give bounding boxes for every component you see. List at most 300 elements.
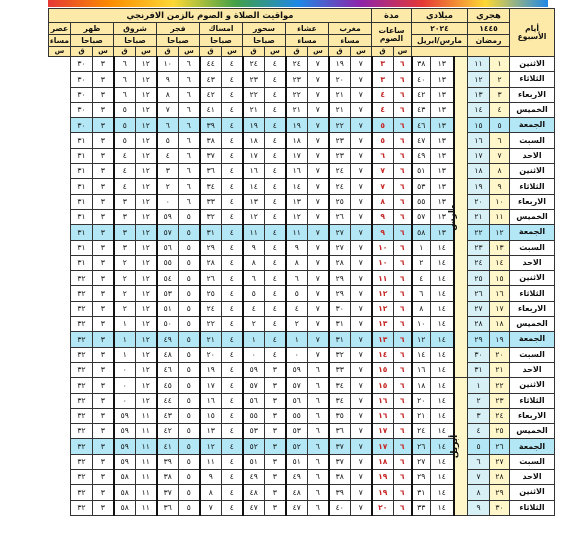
hijri-day-cell: ٧ xyxy=(490,148,510,163)
gregorian-day-cell: ٢١ xyxy=(468,209,490,224)
prayer-minute-cell: ٥٩ xyxy=(286,362,308,377)
hijri-day-cell: ٨ xyxy=(490,164,510,179)
prayer-minute-cell: ١١ xyxy=(372,271,394,286)
prayer-hour-cell: ١١ xyxy=(136,470,157,485)
prayer-minute-cell: ٤ xyxy=(286,301,308,316)
prayer-hour-cell: ١١ xyxy=(136,439,157,454)
prayer-hour-cell: ٣ xyxy=(93,255,114,270)
prayer-minute-cell: ٣ xyxy=(114,240,136,255)
prayer-minute-cell: ٣٥ xyxy=(329,408,351,423)
prayer-hour-cell: ٣ xyxy=(265,439,286,454)
prayer-hour-cell: ٦ xyxy=(394,209,412,224)
hijri-day-cell: ١ xyxy=(490,57,510,72)
prayer-minute-cell: ٣٧ xyxy=(329,454,351,469)
prayer-hour-cell: ٧ xyxy=(308,225,329,240)
gregorian-month: مارس/ابريل xyxy=(412,35,468,47)
prayer-minute-cell: ٣١ xyxy=(71,164,93,179)
prayer-hour-cell: ٥ xyxy=(179,240,200,255)
prayer-hour-cell: ١٢ xyxy=(136,301,157,316)
prayer-minute-cell: ٥١ xyxy=(243,454,265,469)
gregorian-day-cell: ٢٩ xyxy=(468,332,490,347)
prayer-hour-cell: ٧ xyxy=(308,87,329,102)
fast-hours-header: ساعات الصوم xyxy=(372,23,412,47)
prayer-minute-cell: ١٣ xyxy=(243,194,265,209)
prayer-hour-cell: ٣ xyxy=(93,408,114,423)
weekday-header: أيام الأسبوع xyxy=(510,9,555,57)
prayer-minute-cell: ١٨ xyxy=(372,454,394,469)
prayer-hour-cell: ٧ xyxy=(308,194,329,209)
prayer-hour-cell: ٣ xyxy=(265,485,286,500)
prayer-hour-cell: ٤ xyxy=(265,194,286,209)
prayer-minute-cell: ٣ xyxy=(372,57,394,72)
gregorian-day-cell: ٢٤ xyxy=(468,255,490,270)
prayer-minute-cell: ٥ xyxy=(114,118,136,133)
prayer-hour-cell: ٤ xyxy=(222,225,243,240)
prayer-minute-cell: ٨ xyxy=(200,485,222,500)
prayer-hour-cell: ٥ xyxy=(179,209,200,224)
prayer-name: شروق xyxy=(114,23,157,35)
prayer-minute-cell: ٣٩ xyxy=(200,118,222,133)
prayer-minute-cell: ٥٩ xyxy=(114,454,136,469)
prayer-hour-cell: ٧ xyxy=(351,347,372,362)
prayer-minute-cell: ٥ xyxy=(286,286,308,301)
gregorian-day-cell: ٤ xyxy=(468,424,490,439)
prayer-hour-cell: ١٢ xyxy=(136,393,157,408)
prayer-minute-cell: ١٥ xyxy=(200,408,222,423)
prayer-hour-cell: ٧ xyxy=(308,286,329,301)
prayer-hour-cell: ٧ xyxy=(351,57,372,72)
prayer-hour-cell: ٤ xyxy=(222,271,243,286)
gregorian-day-cell: ١٥ xyxy=(468,118,490,133)
prayer-minute-cell: ٢٥ xyxy=(329,194,351,209)
prayer-minute-cell: ٤٤ xyxy=(200,57,222,72)
prayer-hour-cell: ١٢ xyxy=(136,286,157,301)
month-name: مارس xyxy=(448,203,459,231)
prayer-minute-cell: ٤٧ xyxy=(286,500,308,515)
prayer-minute-cell: ٣١ xyxy=(71,179,93,194)
fast-minutes-cell: ٣١ xyxy=(412,485,431,500)
prayer-hour-cell: ٤ xyxy=(222,393,243,408)
hijri-day-cell: ٢٩ xyxy=(490,485,510,500)
gregorian-day-cell: ٧ xyxy=(468,470,490,485)
prayer-hour-cell: ٤ xyxy=(265,72,286,87)
prayer-minute-cell: ٢٤ xyxy=(200,301,222,316)
prayer-hour-cell: ٦ xyxy=(179,102,200,117)
prayer-minute-cell: ٥١ xyxy=(286,454,308,469)
prayer-hour-cell: ٧ xyxy=(351,179,372,194)
prayer-minute-cell: ٤٦ xyxy=(157,362,179,377)
prayer-hour-cell: ٤ xyxy=(222,87,243,102)
prayer-minute-cell: ٥١ xyxy=(157,301,179,316)
table-row xyxy=(49,485,555,500)
prayer-hour-cell: ٦ xyxy=(394,179,412,194)
prayer-hour-cell: ١١ xyxy=(136,485,157,500)
prayer-hour-cell: ٣ xyxy=(265,500,286,515)
prayer-minute-cell: ٤٠ xyxy=(329,500,351,515)
prayer-minute-cell: ١٠ xyxy=(372,255,394,270)
prayer-hour-cell: ٧ xyxy=(351,164,372,179)
prayer-minute-cell: ١٩ xyxy=(200,362,222,377)
prayer-hour-cell: ٤ xyxy=(265,148,286,163)
weekday-cell: الخميس xyxy=(510,102,555,117)
prayer-hour-cell: ٧ xyxy=(308,255,329,270)
prayer-minute-cell: ٦ xyxy=(114,72,136,87)
prayer-hour-cell: ٦ xyxy=(179,148,200,163)
prayer-hour-cell: ٣ xyxy=(93,362,114,377)
fast-hours-cell: ١٤ xyxy=(431,362,454,377)
gregorian-day-cell: ١٤ xyxy=(468,102,490,117)
prayer-minute-cell: ١٦ xyxy=(200,393,222,408)
prayer-minute-cell: ٥٣ xyxy=(243,424,265,439)
hour-unit-label: س xyxy=(351,47,372,57)
prayer-hour-cell: ٤ xyxy=(222,362,243,377)
prayer-hour-cell: ٣ xyxy=(93,424,114,439)
prayer-minute-cell: ٢١ xyxy=(329,102,351,117)
fast-minutes-cell: ٣٨ xyxy=(412,57,431,72)
fast-hours-cell: ١٤ xyxy=(431,378,454,393)
fast-duration-header: مدة xyxy=(372,9,412,23)
hour-unit-label: س xyxy=(49,47,71,57)
month-name: أبريل xyxy=(449,434,460,459)
prayer-minute-cell: ٢ xyxy=(114,271,136,286)
prayer-minute-cell: ٣١ xyxy=(71,133,93,148)
weekday-cell: الاربعاء xyxy=(510,87,555,102)
prayer-hour-cell: ٦ xyxy=(394,470,412,485)
gregorian-day-cell: ٥ xyxy=(468,439,490,454)
prayer-hour-cell: ٤ xyxy=(222,485,243,500)
prayer-hour-cell: ٧ xyxy=(308,332,329,347)
prayer-hour-cell: ١٢ xyxy=(136,87,157,102)
prayer-hour-cell: ٤ xyxy=(265,225,286,240)
prayer-hour-cell: ٥ xyxy=(179,271,200,286)
hijri-day-cell: ٣ xyxy=(490,87,510,102)
prayer-minute-cell: ٢٣ xyxy=(329,133,351,148)
prayer-minute-cell: ٥ xyxy=(114,133,136,148)
prayer-minute-cell: ٠ xyxy=(243,347,265,362)
fast-minutes-cell: ٢٧ xyxy=(412,454,431,469)
prayer-minute-cell: ٥٣ xyxy=(286,424,308,439)
prayer-minute-cell: ٥٨ xyxy=(114,470,136,485)
weekday-cell: الجمعة xyxy=(510,225,555,240)
prayer-minute-cell: ٣٢ xyxy=(71,500,93,515)
prayer-hour-cell: ٧ xyxy=(308,102,329,117)
prayer-minute-cell: ٣١ xyxy=(71,194,93,209)
prayer-hour-cell: ١٢ xyxy=(136,362,157,377)
prayer-minute-cell: ٦ xyxy=(372,148,394,163)
weekday-cell: الجمعة xyxy=(510,439,555,454)
hour-unit-label: س xyxy=(308,47,329,57)
month-label-april xyxy=(449,378,468,516)
prayer-minute-cell: ٣٠ xyxy=(329,301,351,316)
table-row xyxy=(49,347,555,362)
gregorian-day-cell: ٣٠ xyxy=(468,347,490,362)
prayer-hour-cell: ٧ xyxy=(308,209,329,224)
fast-hours-cell: ١٤ xyxy=(431,485,454,500)
prayer-hour-cell: ٥ xyxy=(179,301,200,316)
prayer-hour-cell: ٤ xyxy=(222,347,243,362)
prayer-hour-cell: ٣ xyxy=(93,332,114,347)
prayer-minute-cell: ٣٧ xyxy=(329,439,351,454)
table-row xyxy=(49,57,555,72)
prayer-minute-cell: ١٣ xyxy=(200,424,222,439)
prayer-minute-cell: ٣ xyxy=(114,209,136,224)
weekday-cell: الاحد xyxy=(510,148,555,163)
weekday-cell: الاربعاء xyxy=(510,301,555,316)
prayer-minute-cell: ٣٢ xyxy=(71,424,93,439)
prayer-hour-cell: ٣ xyxy=(93,271,114,286)
prayer-hour-cell: ٤ xyxy=(265,57,286,72)
hijri-day-cell: ١٢ xyxy=(490,225,510,240)
fast-hours-cell: ١٣ xyxy=(431,179,454,194)
prayer-minute-cell: ١٠ xyxy=(157,57,179,72)
prayer-minute-cell: ١٣ xyxy=(286,194,308,209)
prayer-minute-cell: ٥٨ xyxy=(114,485,136,500)
prayer-minute-cell: ٤ xyxy=(114,179,136,194)
hijri-spacer xyxy=(468,47,510,57)
prayer-minute-cell: ١٩ xyxy=(286,118,308,133)
prayer-minute-cell: ١٢ xyxy=(200,439,222,454)
prayer-period: صباحا xyxy=(71,35,114,47)
table-row xyxy=(49,408,555,423)
prayer-minute-cell: ١٢ xyxy=(372,301,394,316)
prayer-minute-cell: ٢٢ xyxy=(200,317,222,332)
prayer-minute-cell: ٥٦ xyxy=(286,393,308,408)
weekday-cell: الاربعاء xyxy=(510,194,555,209)
prayer-minute-cell: ٠ xyxy=(114,362,136,377)
prayer-minute-cell: ٢٣ xyxy=(329,148,351,163)
table-row xyxy=(49,378,555,393)
hijri-day-cell: ١٦ xyxy=(490,286,510,301)
weekday-cell: السبت xyxy=(510,240,555,255)
prayer-hour-cell: ٧ xyxy=(351,454,372,469)
prayer-minute-cell: ٠ xyxy=(286,347,308,362)
prayer-minute-cell: ١٩ xyxy=(243,118,265,133)
prayer-hour-cell: ٤ xyxy=(265,87,286,102)
prayer-minute-cell: ٤٢ xyxy=(157,424,179,439)
prayer-minute-cell: ٨ xyxy=(157,87,179,102)
prayer-minute-cell: ٣٠ xyxy=(71,118,93,133)
prayer-minute-cell: ٥٦ xyxy=(157,240,179,255)
prayer-minute-cell: ٣٩ xyxy=(329,485,351,500)
prayer-minute-cell: ٣٨ xyxy=(200,133,222,148)
prayer-minute-cell: ٣٨ xyxy=(329,470,351,485)
prayer-minute-cell: ٢٤ xyxy=(329,164,351,179)
prayer-hour-cell: ٥ xyxy=(179,362,200,377)
weekday-cell: الاربعاء xyxy=(510,408,555,423)
prayer-hour-cell: ٧ xyxy=(351,485,372,500)
fast-hours-cell: ١٤ xyxy=(431,470,454,485)
prayer-minute-cell: ١٨ xyxy=(243,133,265,148)
prayer-minute-cell: ٦ xyxy=(243,271,265,286)
fast-minutes-cell: ١٨ xyxy=(412,378,431,393)
prayer-minute-cell: ٥٢ xyxy=(243,439,265,454)
ramadan-timetable xyxy=(48,8,555,516)
prayer-minute-cell: ١٦ xyxy=(372,408,394,423)
prayer-hour-cell: ٤ xyxy=(222,470,243,485)
prayer-minute-cell: ٩ xyxy=(157,72,179,87)
prayer-minute-cell: ١٤ xyxy=(372,347,394,362)
prayer-minute-cell: ٦ xyxy=(114,57,136,72)
prayer-hour-cell: ٦ xyxy=(394,439,412,454)
table-row xyxy=(49,118,555,133)
minute-unit-label: ق xyxy=(114,47,136,57)
prayer-minute-cell: ٣٣ xyxy=(200,194,222,209)
prayer-period: مساء xyxy=(49,35,70,45)
prayer-minute-cell: ٢٠ xyxy=(329,72,351,87)
prayer-hour-cell: ٣ xyxy=(265,362,286,377)
prayer-minute-cell: ٤٩ xyxy=(286,470,308,485)
fast-minutes-cell: ٢٠ xyxy=(412,393,431,408)
prayer-hour-cell: ٧ xyxy=(351,317,372,332)
prayer-hour-cell: ٧ xyxy=(351,424,372,439)
prayer-minute-cell: ٣٢ xyxy=(71,485,93,500)
prayer-minute-cell: ٢١ xyxy=(243,102,265,117)
weekday-cell: الخميس xyxy=(510,209,555,224)
prayer-hour-cell: ٤ xyxy=(222,164,243,179)
prayer-minute-cell: ٤٣ xyxy=(157,408,179,423)
prayer-minute-cell: ١٧ xyxy=(200,378,222,393)
fast-minutes-cell: ٤ xyxy=(412,271,431,286)
prayer-hour-cell: ٧ xyxy=(351,102,372,117)
prayer-hour-cell: ٧ xyxy=(308,133,329,148)
gregorian-header: ميلادي xyxy=(412,9,468,23)
gregorian-spacer xyxy=(412,47,468,57)
prayer-hour-cell: ٦ xyxy=(394,72,412,87)
prayer-hour-cell: ٦ xyxy=(308,408,329,423)
prayer-minute-cell: ٢٥ xyxy=(200,286,222,301)
prayer-hour-cell: ١١ xyxy=(136,408,157,423)
hijri-day-cell: ١٣ xyxy=(490,240,510,255)
prayer-period: مساء xyxy=(286,35,329,47)
prayer-hour-cell: ١٢ xyxy=(136,271,157,286)
prayer-hour-cell: ١٢ xyxy=(136,317,157,332)
gregorian-day-cell: ٢٣ xyxy=(468,240,490,255)
prayer-hour-cell: ١٢ xyxy=(136,133,157,148)
table-row xyxy=(49,470,555,485)
prayer-hour-cell: ١٢ xyxy=(136,225,157,240)
prayer-hour-cell: ٣ xyxy=(93,194,114,209)
prayer-minute-cell: ٢٨ xyxy=(200,255,222,270)
weekday-cell: الخميس xyxy=(510,424,555,439)
prayer-hour-cell: ٦ xyxy=(394,424,412,439)
prayer-minute-cell: ٢٤ xyxy=(329,179,351,194)
prayer-minute-cell: ٣٦ xyxy=(200,164,222,179)
prayer-minute-cell: ١٢ xyxy=(372,286,394,301)
prayer-hour-cell: ٣ xyxy=(265,470,286,485)
prayer-period: صباحا xyxy=(157,35,200,47)
prayer-hour-cell: ٧ xyxy=(351,378,372,393)
prayer-minute-cell: ٤٣ xyxy=(200,72,222,87)
prayer-minute-cell: ١٥ xyxy=(372,378,394,393)
fast-hours-cell: ١٣ xyxy=(431,225,454,240)
prayer-minute-cell: ٥٧ xyxy=(157,225,179,240)
prayer-hour-cell: ٥ xyxy=(179,317,200,332)
prayer-hour-cell: ٥ xyxy=(179,439,200,454)
hijri-day-cell: ٢٣ xyxy=(490,393,510,408)
prayer-hour-cell: ٤ xyxy=(222,194,243,209)
prayer-minute-cell: ٩ xyxy=(200,470,222,485)
weekday-cell: الخميس xyxy=(510,317,555,332)
prayer-minute-cell: ٥٥ xyxy=(286,408,308,423)
table-row xyxy=(49,332,555,347)
gregorian-day-cell: ٩ xyxy=(468,500,490,515)
fast-hours-cell: ١٤ xyxy=(431,408,454,423)
prayer-hour-cell: ٣ xyxy=(93,133,114,148)
prayer-hour-cell: ٣ xyxy=(93,317,114,332)
prayer-hour-cell: ١٢ xyxy=(136,347,157,362)
prayer-hour-cell: ٦ xyxy=(394,118,412,133)
gregorian-day-cell: ٢٧ xyxy=(468,301,490,316)
prayer-hour-cell: ٣ xyxy=(93,378,114,393)
prayer-hour-cell: ٧ xyxy=(351,72,372,87)
table-row xyxy=(49,439,555,454)
prayer-minute-cell: ٣١ xyxy=(71,148,93,163)
prayer-hour-cell: ١٢ xyxy=(136,332,157,347)
prayer-minute-cell: ٢ xyxy=(114,301,136,316)
hijri-day-cell: ١٩ xyxy=(490,332,510,347)
fast-hours-cell: ١٤ xyxy=(431,500,454,515)
hijri-day-cell: ١٠ xyxy=(490,194,510,209)
prayer-hour-cell: ٣ xyxy=(93,454,114,469)
prayer-hour-cell: ٤ xyxy=(265,286,286,301)
prayer-hour-cell: ٧ xyxy=(308,72,329,87)
fast-minutes-cell: ٤٠ xyxy=(412,72,431,87)
prayer-minute-cell: ١٦ xyxy=(372,393,394,408)
table-row xyxy=(49,286,555,301)
prayer-minute-cell: ٩ xyxy=(372,225,394,240)
prayer-hour-cell: ٤ xyxy=(222,133,243,148)
prayer-minute-cell: ١٧ xyxy=(286,148,308,163)
hijri-day-cell: ٢٢ xyxy=(490,378,510,393)
prayer-hour-cell: ٣ xyxy=(93,148,114,163)
prayer-name: عشاء xyxy=(286,23,329,35)
prayer-minute-cell: ٤٥ xyxy=(157,378,179,393)
table-row xyxy=(49,225,555,240)
weekday-cell: الثلاثاء xyxy=(510,286,555,301)
gregorian-day-cell: ١٩ xyxy=(468,179,490,194)
prayer-minute-cell: ٣ xyxy=(114,225,136,240)
fast-hours-cell: ١٤ xyxy=(431,332,454,347)
hijri-day-cell: ١٨ xyxy=(490,317,510,332)
prayer-hour-cell: ١٢ xyxy=(136,102,157,117)
weekday-cell: الاحد xyxy=(510,362,555,377)
prayer-minute-cell: ٣٢ xyxy=(71,408,93,423)
table-row xyxy=(49,194,555,209)
prayer-hour-cell: ٥ xyxy=(179,408,200,423)
prayer-minute-cell: ١١ xyxy=(200,454,222,469)
prayer-hour-cell: ٥ xyxy=(179,500,200,515)
fast-minutes-cell: ٢ xyxy=(412,255,431,270)
prayer-minute-cell: ٠ xyxy=(114,393,136,408)
prayer-hour-cell: ٤ xyxy=(265,332,286,347)
prayer-hour-cell: ٧ xyxy=(351,332,372,347)
table-row xyxy=(49,240,555,255)
prayer-minute-cell: ٣٢ xyxy=(71,286,93,301)
prayer-minute-cell: ١٦ xyxy=(286,164,308,179)
prayer-hour-cell: ٧ xyxy=(308,118,329,133)
prayer-minute-cell: ٥٥ xyxy=(157,255,179,270)
table-row xyxy=(49,148,555,163)
prayer-minute-cell: ٣٤ xyxy=(200,179,222,194)
weekday-cell: السبت xyxy=(510,133,555,148)
prayer-minute-cell: ٥٤ xyxy=(157,271,179,286)
prayer-hour-cell: ٧ xyxy=(351,209,372,224)
prayer-hour-cell: ٣ xyxy=(265,454,286,469)
prayer-hour-cell: ٧ xyxy=(351,255,372,270)
prayer-hour-cell: ٤ xyxy=(265,133,286,148)
prayer-hour-cell: ٣ xyxy=(93,57,114,72)
prayer-hour-cell: ٦ xyxy=(308,424,329,439)
